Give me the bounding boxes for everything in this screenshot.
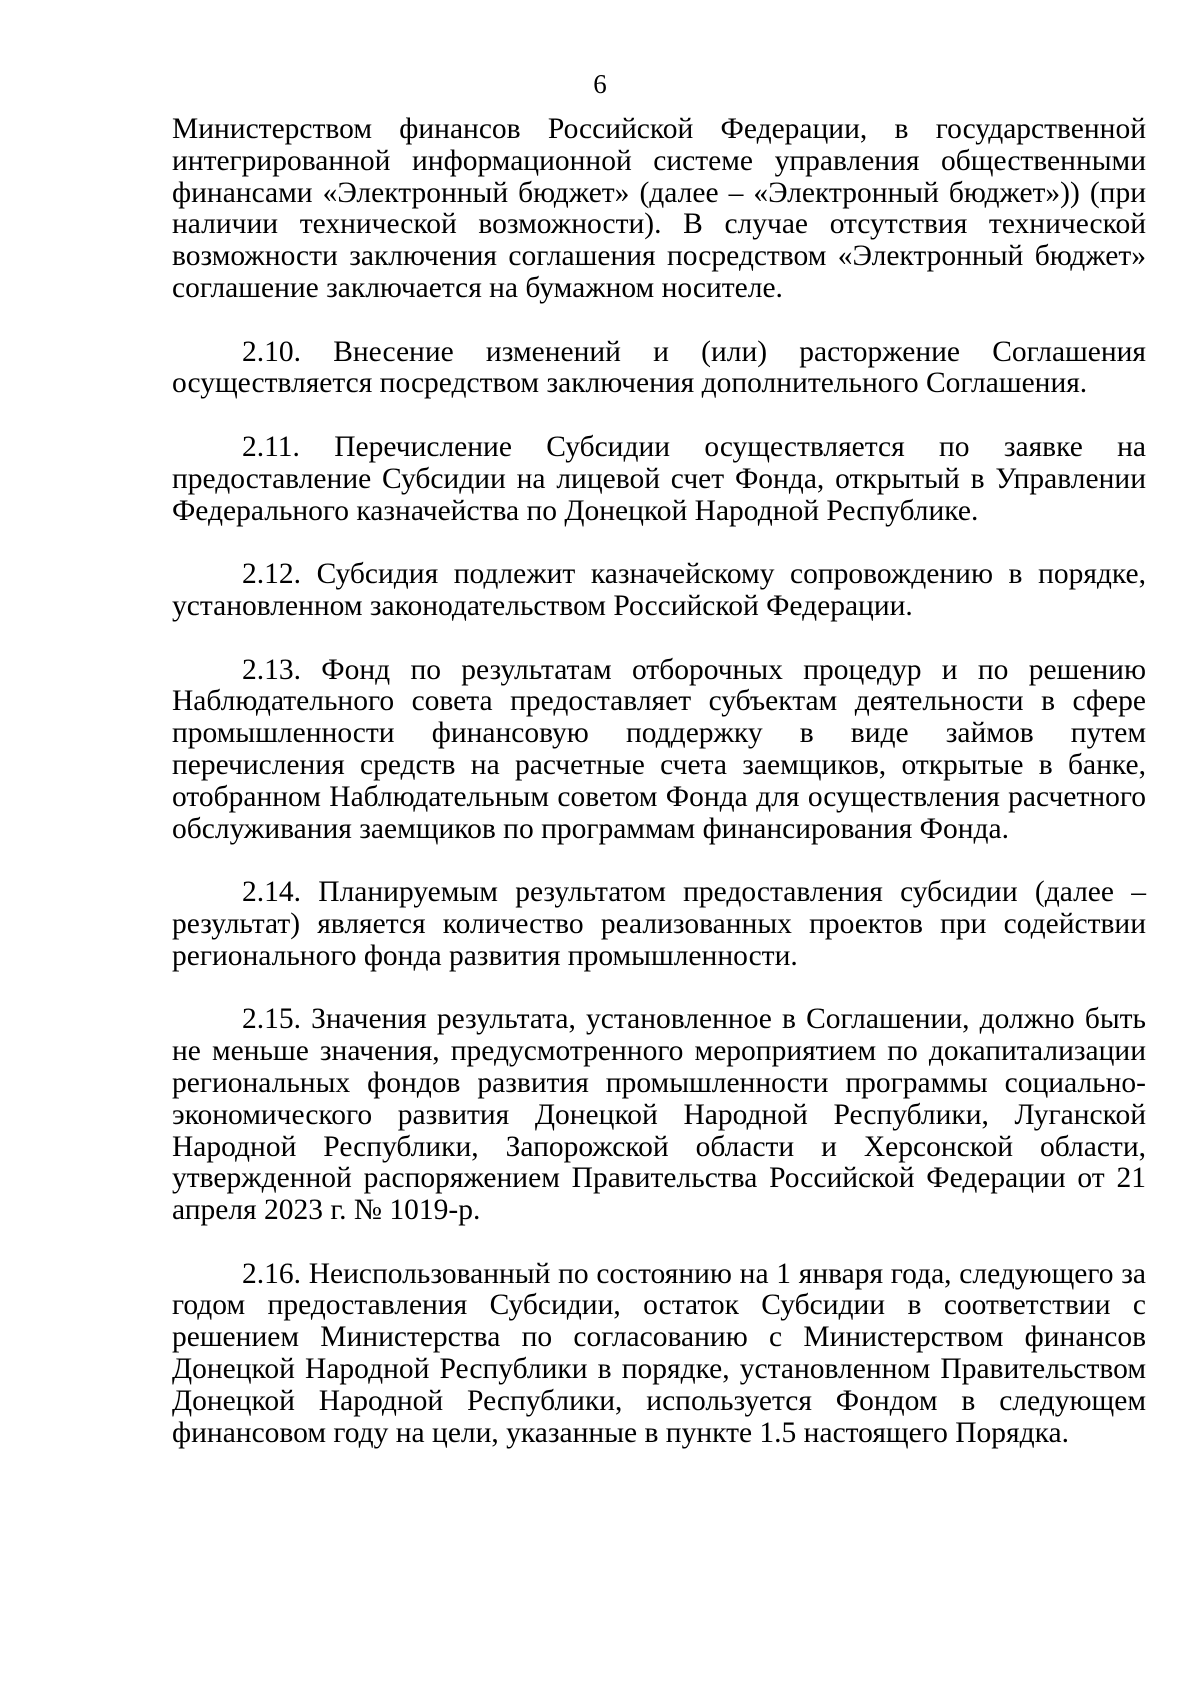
- paragraph-2-10: 2.10. Внесение изменений и (или) расторжение Соглашения осуществляется посредством заключения дополнительного Соглашения.: [172, 335, 1146, 400]
- paragraph-continuation: Министерством финансов Российской Федерации, в государственной интегрированной информационной системе управления общественными финансами «Электронный бюджет» (далее – «Электронный бюджет»)) (при наличии технической возможности). В случае отсутствия технической возможности заключения соглашения посредством «Электронный бюджет» соглашение заключается на бумажном носителе.: [172, 113, 1146, 304]
- page-number: 6: [593, 69, 607, 99]
- paragraph-2-12: 2.12. Субсидия подлежит казначейскому сопровождению в порядке, установленном законодательством Российской Федерации.: [172, 558, 1146, 622]
- paragraph-2-14: 2.14. Планируемым результатом предоставления субсидии (далее – результат) является количество реализованных проектов при содействии регионального фонда развития промышленности.: [172, 876, 1146, 972]
- paragraph-2-11: 2.11. Перечисление Субсидии осуществляется по заявке на предоставление Субсидии на лицевой счет Фонда, открытый в Управлении Федерального казначейства по Донецкой Народной Республике.: [172, 430, 1146, 527]
- paragraph-2-16: 2.16. Неиспользованный по состоянию на 1 января года, следующего за годом предоставления Субсидии, остаток Субсидии в соответствии с решением Министерства по согласованию с Министерством финансов Донецкой Народной Республики в порядке, установленном Правительством Донецкой Народной Республики, используется Фондом в следующем финансовом году на цели, указанные в пункте 1.5 настоящего Порядка.: [172, 1257, 1146, 1449]
- paragraph-2-13: 2.13. Фонд по результатам отборочных процедур и по решению Наблюдательного совета предоставляет субъектам деятельности в сфере промышленности финансовую поддержку в виде займов путем перечисления средств на расчетные счета заемщиков, открытые в банке, отобранном Наблюдательным советом Фонда для осуществления расчетного обслуживания заемщиков по программам финансирования Фонда.: [172, 653, 1146, 845]
- paragraph-2-15: 2.15. Значения результата, установленное в Соглашении, должно быть не меньше значения, предусмотренного мероприятием по докапитализации региональных фондов развития промышленности программы социально-экономического развития Донецкой Народной Республики, Луганской Народной Республики, Запорожской области и Херсонской области, утвержденной распоряжением Правительства Российской Федерации от 21 апреля 2023 г. № 1019-р.: [172, 1003, 1146, 1227]
- document-body: [172, 114, 1146, 1449]
